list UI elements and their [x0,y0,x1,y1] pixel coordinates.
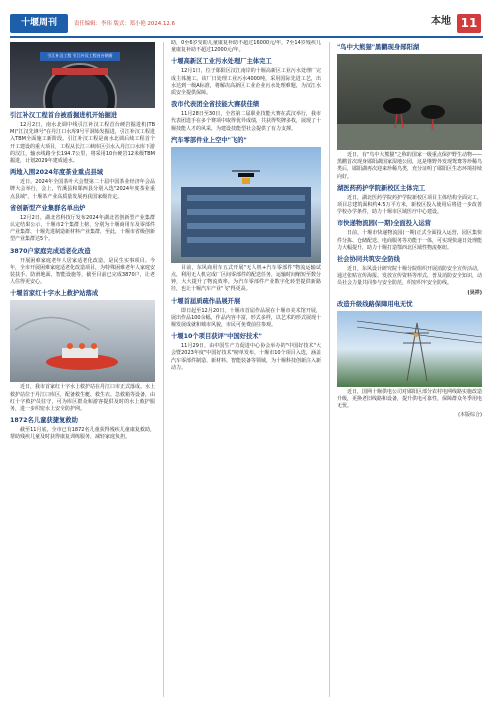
article-title: 省创新型产业集群名单出炉 [10,204,86,212]
header-rule [10,36,483,38]
black-stork-photo [337,54,482,150]
author-signature: (吴祥) [467,289,482,296]
article-body: 近日，东风设计研究院十堰分院组织开展消防安全宣传活动，通过张贴宣传海报、发放宣传资料等形式，普及消防安全知识，动员社会力量共同参与安全防范，织密织牢安全防线。 [337,266,482,287]
article-body: 11月29日，由中国生产力促进中心协会举办的"中国好技术"大会暨2023年度"中国好技术"榜单发布，十堰市10个项目入选，涵盖汽车零部件制造、新材料、智能装备等领域，为十堰科技创新注入新动力。 [171,343,321,371]
article-title: 社会协同共筑安全防线 [337,256,400,264]
article-title: 湖医药药护学院新校区主体完工 [337,184,426,192]
drone-illustration [171,147,321,263]
column-3 [337,40,482,700]
article-title: 十堰高新区工业污水处理厂主体完工 [171,58,272,66]
article-title: 1872名儿童获捷复救助 [10,417,78,425]
article-body: 12月1日，位于郧阳区汉江南岸的十堰高新区工业污水处理厂完成主体施工。该厂日处理工业污水4000吨，采用国际先进工艺，出水达到一级A标准，将解决高新区工业企业污水处理难题，为汉江水质安全提供保障。 [171,68,321,97]
article-body: 截至11月底，全市已有1872名儿童获得残疾儿童康复救助，帮助残疾儿童及时获得康复训练服务，减轻家庭负担。 [10,427,155,441]
editor-credits: 责任编辑：李玮 版式：郑小艳 2024.12.6 [74,21,175,27]
article-title: 十堰首届质疏作品展开展 [171,297,241,305]
power-line-photo [337,311,482,387]
page-number: 11 [457,14,481,33]
rescue-boat-illustration [10,300,155,382]
article-body: 11月28日至30日，全省第二届职业技能大赛在武汉举行，我市代表团选手在多个赛项中取得优异成绩，共获得奖牌多枚，展现了十堰技能人才的风采，为建设技能型社会提供了有力支撑。 [171,111,321,132]
article-title: 十堰10个项目获评"中国好技术" [171,333,262,341]
rescue-boat-photo [10,300,155,382]
column-divider [329,42,330,697]
tunnel-photo [10,42,155,108]
article-body: 近日，国网十堰供电公司对郧阳区部分农村电网线路实施改造升级，更换老旧线路和设备，提升供电可靠性，保障群众冬季用电无忧。 [337,388,482,410]
section-title: 本地 [431,16,451,27]
article-title: 引江补汉工程首台被盾掘进机开始掘进 [10,112,118,119]
article-title: 改造升级线路保障用电无忧 [337,300,413,308]
article-body: 近日，有"鸟中大熊猫"之称的国家一级重点保护野生动物——黑鹳首次现身郧阳湖国家湿地公园，这是继野外发现鸳鸯等珍稀鸟类后，郧阳湖再次迎来珍稀鸟类，充分证明了郧阳区生态环境持续向好。 [337,152,482,180]
tunnel-caption: 引江补汉工程 引江补汉工程首台钢盾 [47,53,113,58]
article-title: 汽车零部件业上空中"飞的" [171,136,247,144]
article-body: 近日，2024年全国茶叶大会暨第二十届中国茶业经济年会品牌大会举行，会上，竹溪县和郧西县分别入选"2024年度茶业重点县域"，十堰茶产业高质量发展再获国家级肯定。 [10,179,155,200]
article-title: 市快递物流园(一期)全面投入运营 [337,220,431,228]
article-title: 3870户家庭完成适老化改造 [10,247,91,255]
article-body: 开展困难家庭老年人居家适老化改造，是民生实事项目。今年，全市开展困难家庭适老化改造项目，为特殊困难老年人家庭安装扶手、防滑地面、智能设施等，截至目前已完成3870户，让老人住得更安心。 [10,257,155,286]
stork-illustration [337,54,482,150]
article-body: 12月2日，湖北省科技厅发布2024年湖北省创新型产业集群认定结果公示，十堰市2个集群上榜，分别为十堰商用车及零部件产业集群、十堰先进制造新材料产业集群，至此，十堰市省级创新型产业集群达5个。 [10,214,155,243]
article-body: 目前，东风商用车五式开展"无人机+汽车零部件"物流运输试点，利用无人机完成厂区间零部件的配送任务，运输时间缩短至数分钟，大大提升了物流效率，为汽车零部件产业数字化转型提供新路径，也让十堰汽车产业"飞"得更高。 [171,264,321,293]
drone-logistics-photo [171,147,321,263]
column-1 [10,40,155,700]
article-body: 近日，我市首家红十字水上救护站在丹江口市正式落成。水上救护站位于丹江口库区，配备救生艇、救生衣、急救箱等设备，由红十字救护员驻守，可为库区群众和游客提供及时的水上救护服务，进一步织密水上安全防护网。 [10,384,155,413]
pylon-illustration [337,311,482,387]
article-title: 十堰首家红十字水上救护站落成 [10,290,99,298]
page-end-note: (本版综合) [458,412,482,419]
article-body-continued: 助，0至6岁受助儿童康复补助不超过16000元/年，7至14岁残疾儿童康复补助不超过12000元/年。 [171,40,321,54]
article-title: "鸟中大熊猫"黑鹳现身郧阳湖 [337,44,420,51]
article-body: 即日起至12月20日，十堰市首届作品展在十堰市美术馆开展，展出作品100余幅，作品内容丰富，形式多样，以艺术的形式展现十堰发展成就和城市风貌，市民可免费前往参观。 [171,307,321,329]
column-2 [171,40,321,700]
article-title: 两地入围2024年度茶业重点县域 [10,169,104,177]
article-title: 我市代表团全省技能大赛获佳绩 [171,101,260,109]
article-body: 日前，十堰市快递物流园(一期)正式全面投入运营，园区集快件分拣、仓储配送、电商服务等功能于一体，可实现快递日处理能力大幅提升，助力十堰打造鄂西北区域性物流枢纽。 [337,230,482,251]
masthead-logo: 十堰周刊 [10,14,68,33]
article-body: 12月2日，南水北调中线引江补汉工程首台硬岩掘进机(TBM)"江汉先锋号"在丹江口水库9号平洞始发掘进，引江补汉工程进入TBM全面施工新阶段。引江补汉工程是南水北调后续工程首个开工建设的重大项目，工程从长江三峡库区引水入丹江口水库下游的汉江，输水线路全长194.7公里，将采用10台硬岩12米级TBM掘进，计划2029年建成通水。 [10,122,155,165]
tunnel-illustration [10,42,155,108]
column-divider [163,42,164,697]
page-header [0,0,491,40]
article-body: 近日，湖北医药学院药护学院新校区项目主体结构全面完工，项目总建筑面积约4.5万平方米，新校区投入使用后将进一步改善学校办学条件，助力十堰市区域医疗中心建设。 [337,194,482,216]
